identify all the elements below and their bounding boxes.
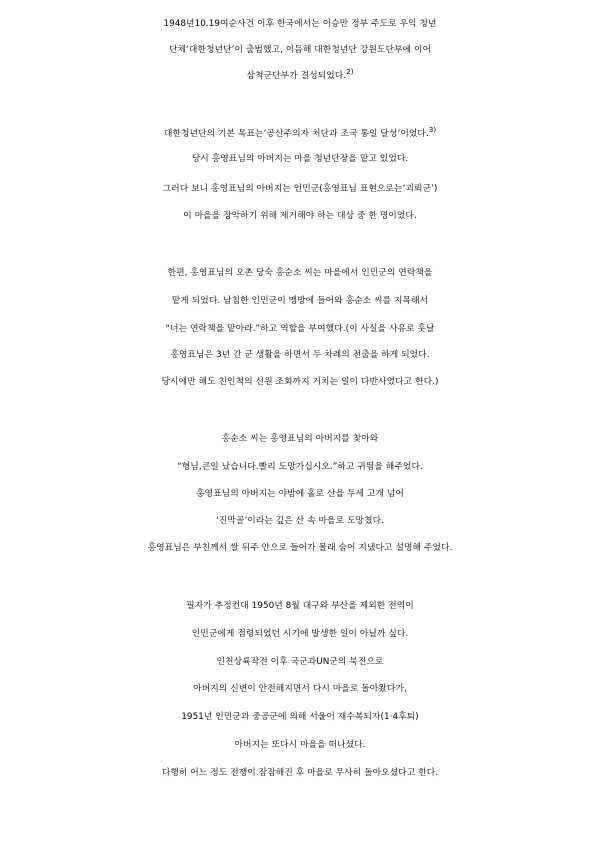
footnote-marker: 2) [346, 68, 354, 77]
text-line: ‘진막골’이라는 깊은 산 속 마을로 도망쳤다. [215, 516, 385, 526]
text-line: 홍영표님은 3년 간 군 생활을 하면서 두 차례의 전출을 하게 되었다. [170, 350, 430, 360]
footnote-marker: 3) [428, 126, 437, 135]
text-line: 홍영표님은 부친께서 쌀 뒤주 안으로 들어가 몰래 숨어 지냈다고 설명해 주었다. [147, 543, 453, 553]
text-line: “너는 연락책을 맡아라.”하고 역할을 부여했다.(이 사실을 사유로 훗날 [165, 324, 435, 334]
text-line: 아버지의 신변이 안전해지면서 다시 마을로 돌아왔다가, [193, 684, 407, 694]
text-line: 당시 홍영표님의 아버지는 마을 청년단장을 맡고 있었다. [191, 154, 409, 164]
text-line: 삼척군단부가 결성되었다.$^{2)}$ [246, 68, 354, 81]
text-line: 1951년 인민군과 중공군에 의해 서울이 재수복되자(1·4후퇴) [181, 712, 419, 722]
text-line: 인민군에게 점령되었던 시기에 발생한 일이 아닐까 싶다. [191, 629, 409, 639]
text-line: 대한청년단의 기본 목표는‘공산주의자 처단과 조국 통일 달성’이었다.$^{3)}$ [163, 126, 437, 139]
text-line: 그러다 보니 홍영표님의 아버지는 인민군(홍영표님 표현으로는‘괴뢰군’) [162, 184, 438, 194]
text-line: “형님,큰일 났습니다.빨리 도망가십시오.”하고 귀띔을 해주었다. [177, 462, 423, 472]
text-line: 홍영표님의 아버지는 야밤에 홀로 산을 두세 고개 넘어 [196, 489, 404, 499]
text-line: 맡게 되었다. 남침한 인민군이 맹방에 들어와 홍순소 씨를 지목해서 [171, 296, 429, 306]
text-line: 한편, 홍영표님의 오촌 당숙 홍순소 씨는 마을에서 인민군의 연락책을 [167, 268, 433, 278]
text-line: 이 마을을 장악하기 위해 제거해야 하는 대상 중 한 명이었다. [183, 211, 417, 221]
text-line: 아버지는 또다시 마을을 떠나셨다. [234, 740, 366, 750]
text-line: 단체‘대한청년단’이 출범했고, 이듬해 대한청년단 강원도단부에 이어 [168, 45, 432, 55]
text-line: 홍순소 씨는 홍영표님의 아버지를 찾아와 [221, 434, 379, 444]
text-line: 인천상륙작전 이후 국군과UN군의 북진으로 [216, 657, 384, 667]
text-line: 필자가 추정컨대 1950년 8월 대구와 부산을 제외한 전역이 [186, 601, 414, 611]
text-line: 다행히 어느 정도 전쟁이 잠잠해진 후 마을로 무사히 돌아오셨다고 한다. [161, 768, 439, 778]
text-line: 1948년10.19여순사건 이후 한국에서는 이승만 정부 주도로 우익 청년 [163, 19, 437, 29]
text-line: 당시에만 해도 친인척의 신원 조회까지 거치는 일이 다반사였다고 한다.) [161, 377, 439, 387]
